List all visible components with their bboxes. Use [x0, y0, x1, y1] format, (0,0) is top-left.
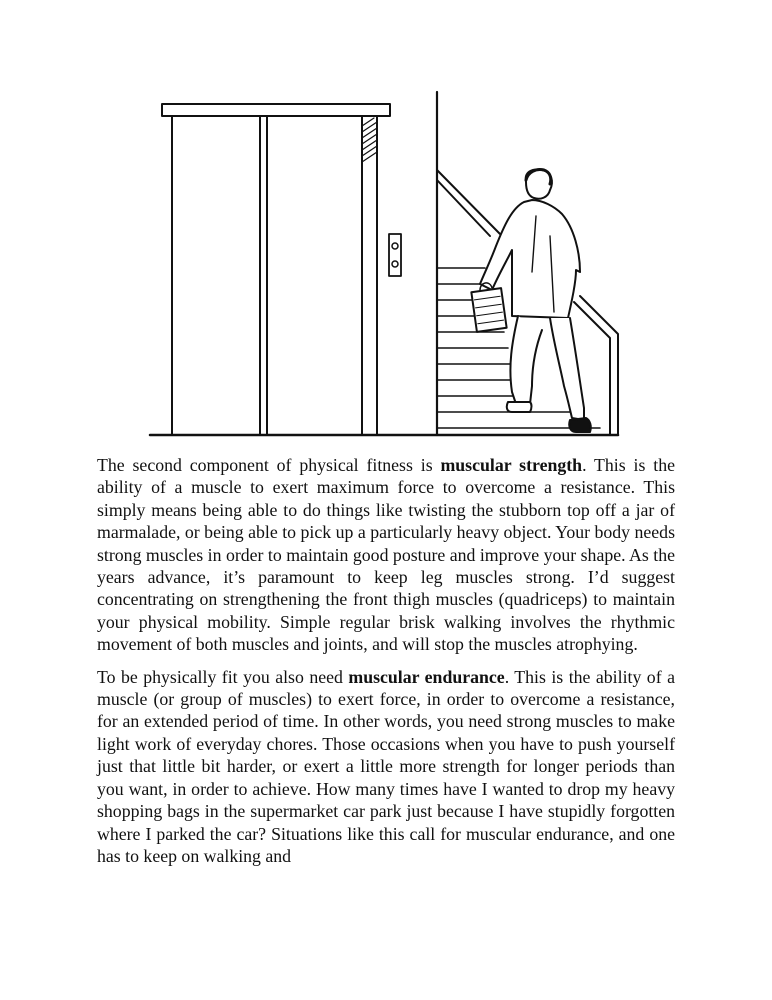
paragraph: [97, 666, 675, 868]
paragraph-text: To be physically fit you also need: [97, 666, 349, 687]
paragraph-text: . This is the ability of a muscle (or group of muscles) to exert force, in order to overcome a resistance, for an extended period of time. In other words, you need strong muscles to make light work of everyday chores. Those occasions when you have to push yourself just that little bit harder, or exert a little more strength for longer periods than you want, in order to achieve. How many times have I wanted to drop my heavy shopping bags in the supermarket car park just because I have stupidly forgotten where I parked the car? Situations like this call for muscular endurance, and one has to keep on walking and: [97, 666, 675, 866]
bold-term: muscular strength: [440, 455, 583, 475]
body-text: [97, 454, 675, 877]
paragraph: [97, 454, 675, 656]
paragraph-text: The second component of physical fitness is: [97, 455, 441, 475]
bold-term: muscular endurance: [348, 666, 505, 687]
elevator-stairs-illustration: [140, 86, 630, 440]
paragraph-text: . This is the ability of a muscle to exert maximum force to overcome a resistance. This simply means being able to do things like twisting the stubborn top off a jar of marmalade, or being able to pick up a particularly heavy object. Your body needs strong muscles in order to maintain good posture and improve your shape. As the years advance, it’s paramount to keep leg muscles strong. I’d suggest concentrating on strengthening the front thigh muscles (quadriceps) to maintain your physical mobility. Simple regular brisk walking involves the rhythmic movement of both muscles and joints, and will stop the muscles atrophying.: [97, 455, 675, 655]
